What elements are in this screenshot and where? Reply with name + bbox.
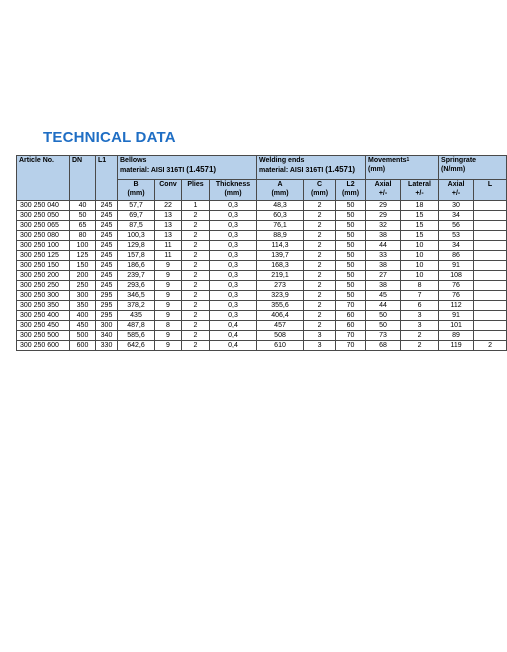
cell-thickness: 0,4 [210, 341, 257, 351]
cell-springrate-lateral [474, 301, 507, 311]
cell-article: 300 250 050 [17, 211, 70, 221]
cell-axial: 32 [366, 221, 401, 231]
cell-thickness: 0,3 [210, 311, 257, 321]
cell-l2: 70 [336, 301, 366, 311]
subheader-a: A (mm) [257, 180, 304, 201]
header-article-no: Article No. [17, 156, 70, 201]
cell-l1: 295 [96, 301, 118, 311]
cell-springrate-axial: 30 [439, 201, 474, 211]
table-row [17, 281, 507, 291]
cell-a: 48,3 [257, 201, 304, 211]
cell-dn: 125 [70, 251, 96, 261]
cell-c: 2 [304, 241, 336, 251]
table-row [17, 251, 507, 261]
cell-plies: 2 [182, 211, 210, 221]
subheader-lateral: Lateral +/- [401, 180, 439, 201]
cell-dn: 80 [70, 231, 96, 241]
cell-dn: 400 [70, 311, 96, 321]
cell-dn: 600 [70, 341, 96, 351]
table-row [17, 201, 507, 211]
cell-article: 300 250 600 [17, 341, 70, 351]
cell-plies: 2 [182, 331, 210, 341]
cell-conv: 13 [155, 221, 182, 231]
cell-article: 300 250 350 [17, 301, 70, 311]
cell-axial: 33 [366, 251, 401, 261]
cell-dn: 450 [70, 321, 96, 331]
cell-a: 88,9 [257, 231, 304, 241]
cell-a: 60,3 [257, 211, 304, 221]
cell-thickness: 0,3 [210, 271, 257, 281]
cell-b: 435 [118, 311, 155, 321]
cell-c: 2 [304, 201, 336, 211]
cell-thickness: 0,3 [210, 231, 257, 241]
cell-conv: 13 [155, 211, 182, 221]
table-row [17, 341, 507, 351]
header-l1: L1 [96, 156, 118, 201]
cell-springrate-lateral [474, 211, 507, 221]
cell-l2: 70 [336, 331, 366, 341]
table-row [17, 211, 507, 221]
subheader-thickness: Thickness (mm) [210, 180, 257, 201]
cell-dn: 350 [70, 301, 96, 311]
cell-c: 2 [304, 281, 336, 291]
cell-article: 300 250 250 [17, 281, 70, 291]
cell-l1: 340 [96, 331, 118, 341]
cell-lateral: 15 [401, 221, 439, 231]
cell-springrate-axial: 91 [439, 311, 474, 321]
movements-unit: (mm) [368, 166, 386, 173]
cell-springrate-lateral [474, 321, 507, 331]
table-body [17, 201, 507, 351]
cell-thickness: 0,3 [210, 241, 257, 251]
cell-springrate-lateral [474, 281, 507, 291]
cell-springrate-axial: 34 [439, 241, 474, 251]
cell-springrate-lateral [474, 241, 507, 251]
cell-l2: 50 [336, 291, 366, 301]
cell-plies: 2 [182, 271, 210, 281]
cell-conv: 11 [155, 241, 182, 251]
cell-springrate-lateral [474, 231, 507, 241]
cell-springrate-axial: 112 [439, 301, 474, 311]
subheader-l2: L2 (mm) [336, 180, 366, 201]
cell-l2: 50 [336, 241, 366, 251]
technical-data-table [16, 155, 507, 351]
cell-plies: 1 [182, 201, 210, 211]
cell-b: 487,8 [118, 321, 155, 331]
cell-c: 2 [304, 221, 336, 231]
cell-conv: 13 [155, 231, 182, 241]
welding-label: Welding ends [259, 157, 305, 164]
cell-c: 2 [304, 261, 336, 271]
cell-dn: 40 [70, 201, 96, 211]
cell-springrate-lateral [474, 311, 507, 321]
cell-dn: 300 [70, 291, 96, 301]
cell-conv: 9 [155, 341, 182, 351]
subheader-plies: Plies [182, 180, 210, 201]
header-dn: DN [70, 156, 96, 201]
cell-axial: 50 [366, 311, 401, 321]
header-springrate [439, 156, 507, 180]
cell-b: 157,8 [118, 251, 155, 261]
cell-c: 2 [304, 291, 336, 301]
cell-plies: 2 [182, 261, 210, 271]
cell-article: 300 250 125 [17, 251, 70, 261]
cell-l1: 330 [96, 341, 118, 351]
table-row [17, 331, 507, 341]
cell-c: 2 [304, 321, 336, 331]
cell-l1: 245 [96, 251, 118, 261]
table-row [17, 301, 507, 311]
movements-footnote: 1 [406, 157, 410, 163]
cell-c: 2 [304, 251, 336, 261]
cell-a: 168,3 [257, 261, 304, 271]
cell-lateral: 8 [401, 281, 439, 291]
cell-thickness: 0,3 [210, 281, 257, 291]
cell-l2: 50 [336, 231, 366, 241]
subheader-springrate-axial: Axial +/- [439, 180, 474, 201]
cell-article: 300 250 450 [17, 321, 70, 331]
cell-plies: 2 [182, 341, 210, 351]
movements-label: Movements [368, 157, 407, 164]
cell-b: 87,5 [118, 221, 155, 231]
cell-axial: 29 [366, 211, 401, 221]
cell-springrate-axial: 76 [439, 291, 474, 301]
cell-b: 239,7 [118, 271, 155, 281]
cell-plies: 2 [182, 301, 210, 311]
cell-article: 300 250 200 [17, 271, 70, 281]
cell-l1: 245 [96, 201, 118, 211]
cell-springrate-lateral [474, 261, 507, 271]
cell-l2: 60 [336, 321, 366, 331]
cell-a: 406,4 [257, 311, 304, 321]
cell-dn: 250 [70, 281, 96, 291]
welding-material-code: (1.4571) [325, 165, 356, 174]
cell-c: 3 [304, 341, 336, 351]
cell-l2: 50 [336, 271, 366, 281]
cell-thickness: 0,3 [210, 221, 257, 231]
cell-a: 114,3 [257, 241, 304, 251]
cell-b: 378,2 [118, 301, 155, 311]
cell-l1: 245 [96, 271, 118, 281]
technical-data-table-container [16, 155, 493, 380]
cell-conv: 9 [155, 261, 182, 271]
cell-conv: 8 [155, 321, 182, 331]
bellows-material-prefix: material: AISI 316TI [120, 167, 185, 174]
cell-l1: 245 [96, 231, 118, 241]
cell-thickness: 0,3 [210, 201, 257, 211]
cell-conv: 22 [155, 201, 182, 211]
subheader-b: B (mm) [118, 180, 155, 201]
cell-springrate-lateral [474, 271, 507, 281]
cell-l1: 300 [96, 321, 118, 331]
cell-b: 346,5 [118, 291, 155, 301]
cell-axial: 44 [366, 301, 401, 311]
cell-a: 355,6 [257, 301, 304, 311]
cell-conv: 9 [155, 291, 182, 301]
cell-l1: 245 [96, 221, 118, 231]
cell-thickness: 0,3 [210, 301, 257, 311]
header-welding-ends [257, 156, 366, 180]
cell-springrate-lateral [474, 221, 507, 231]
cell-springrate-lateral [474, 291, 507, 301]
cell-springrate-axial: 53 [439, 231, 474, 241]
cell-l1: 245 [96, 261, 118, 271]
cell-dn: 200 [70, 271, 96, 281]
cell-conv: 9 [155, 271, 182, 281]
cell-plies: 2 [182, 241, 210, 251]
cell-springrate-lateral [474, 331, 507, 341]
table-row [17, 311, 507, 321]
cell-l2: 50 [336, 281, 366, 291]
cell-dn: 100 [70, 241, 96, 251]
cell-c: 3 [304, 331, 336, 341]
cell-lateral: 7 [401, 291, 439, 301]
cell-l1: 245 [96, 241, 118, 251]
cell-article: 300 250 065 [17, 221, 70, 231]
cell-dn: 50 [70, 211, 96, 221]
cell-thickness: 0,4 [210, 321, 257, 331]
cell-axial: 44 [366, 241, 401, 251]
cell-b: 186,6 [118, 261, 155, 271]
cell-thickness: 0,4 [210, 331, 257, 341]
bellows-material-code: (1.4571) [186, 165, 217, 174]
subheader-c: C (mm) [304, 180, 336, 201]
cell-article: 300 250 150 [17, 261, 70, 271]
cell-lateral: 15 [401, 211, 439, 221]
cell-thickness: 0,3 [210, 251, 257, 261]
cell-c: 2 [304, 271, 336, 281]
table-row [17, 271, 507, 281]
cell-b: 585,6 [118, 331, 155, 341]
cell-lateral: 15 [401, 231, 439, 241]
cell-springrate-axial: 34 [439, 211, 474, 221]
cell-l1: 295 [96, 291, 118, 301]
cell-article: 300 250 300 [17, 291, 70, 301]
cell-thickness: 0,3 [210, 291, 257, 301]
cell-conv: 9 [155, 311, 182, 321]
cell-lateral: 3 [401, 311, 439, 321]
page-title: TECHNICAL DATA [43, 129, 176, 146]
cell-c: 2 [304, 211, 336, 221]
cell-a: 610 [257, 341, 304, 351]
subheader-conv: Conv [155, 180, 182, 201]
cell-dn: 150 [70, 261, 96, 271]
cell-axial: 50 [366, 321, 401, 331]
cell-lateral: 2 [401, 341, 439, 351]
cell-article: 300 250 400 [17, 311, 70, 321]
cell-plies: 2 [182, 311, 210, 321]
cell-b: 100,3 [118, 231, 155, 241]
header-movements [366, 156, 439, 180]
cell-c: 2 [304, 231, 336, 241]
cell-springrate-axial: 108 [439, 271, 474, 281]
welding-material-prefix: material: AISI 316TI [259, 167, 324, 174]
cell-thickness: 0,3 [210, 261, 257, 271]
cell-springrate-lateral [474, 201, 507, 211]
cell-b: 293,6 [118, 281, 155, 291]
cell-plies: 2 [182, 291, 210, 301]
cell-c: 2 [304, 311, 336, 321]
cell-plies: 2 [182, 281, 210, 291]
table-row [17, 291, 507, 301]
header-bellows [118, 156, 257, 180]
cell-conv: 9 [155, 331, 182, 341]
cell-plies: 2 [182, 221, 210, 231]
cell-b: 642,6 [118, 341, 155, 351]
cell-conv: 11 [155, 251, 182, 261]
cell-a: 508 [257, 331, 304, 341]
cell-thickness: 0,3 [210, 211, 257, 221]
table-row [17, 261, 507, 271]
cell-a: 139,7 [257, 251, 304, 261]
cell-lateral: 10 [401, 271, 439, 281]
cell-a: 76,1 [257, 221, 304, 231]
cell-springrate-axial: 89 [439, 331, 474, 341]
cell-l2: 70 [336, 341, 366, 351]
cell-l2: 50 [336, 261, 366, 271]
cell-springrate-axial: 56 [439, 221, 474, 231]
cell-axial: 38 [366, 281, 401, 291]
cell-l1: 245 [96, 211, 118, 221]
cell-axial: 68 [366, 341, 401, 351]
cell-l2: 50 [336, 211, 366, 221]
cell-l1: 245 [96, 281, 118, 291]
cell-b: 69,7 [118, 211, 155, 221]
cell-article: 300 250 040 [17, 201, 70, 211]
table-row [17, 231, 507, 241]
table-row [17, 221, 507, 231]
table-row [17, 241, 507, 251]
cell-l2: 50 [336, 221, 366, 231]
cell-dn: 65 [70, 221, 96, 231]
cell-b: 129,8 [118, 241, 155, 251]
cell-axial: 27 [366, 271, 401, 281]
cell-a: 219,1 [257, 271, 304, 281]
cell-springrate-axial: 101 [439, 321, 474, 331]
cell-springrate-lateral [474, 251, 507, 261]
cell-dn: 500 [70, 331, 96, 341]
cell-a: 273 [257, 281, 304, 291]
cell-l2: 50 [336, 251, 366, 261]
cell-lateral: 3 [401, 321, 439, 331]
cell-article: 300 250 080 [17, 231, 70, 241]
cell-article: 300 250 100 [17, 241, 70, 251]
subheader-springrate-lateral: L [474, 180, 507, 201]
cell-lateral: 10 [401, 241, 439, 251]
cell-conv: 9 [155, 301, 182, 311]
subheader-axial: Axial +/- [366, 180, 401, 201]
cell-c: 2 [304, 301, 336, 311]
cell-a: 323,9 [257, 291, 304, 301]
cell-lateral: 18 [401, 201, 439, 211]
cell-l2: 50 [336, 201, 366, 211]
cell-lateral: 10 [401, 251, 439, 261]
cell-axial: 38 [366, 231, 401, 241]
cell-axial: 29 [366, 201, 401, 211]
cell-axial: 73 [366, 331, 401, 341]
cell-axial: 38 [366, 261, 401, 271]
cell-springrate-axial: 91 [439, 261, 474, 271]
cell-axial: 45 [366, 291, 401, 301]
springrate-unit: (N/mm) [441, 166, 466, 173]
cell-plies: 2 [182, 231, 210, 241]
cell-springrate-lateral: 2 [474, 341, 507, 351]
cell-springrate-axial: 76 [439, 281, 474, 291]
cell-plies: 2 [182, 251, 210, 261]
cell-b: 57,7 [118, 201, 155, 211]
cell-lateral: 10 [401, 261, 439, 271]
cell-article: 300 250 500 [17, 331, 70, 341]
bellows-label: Bellows [120, 157, 147, 164]
cell-springrate-axial: 86 [439, 251, 474, 261]
cell-plies: 2 [182, 321, 210, 331]
table-row [17, 321, 507, 331]
cell-l2: 60 [336, 311, 366, 321]
cell-l1: 295 [96, 311, 118, 321]
springrate-label: Springrate [441, 157, 477, 164]
cell-conv: 9 [155, 281, 182, 291]
cell-lateral: 6 [401, 301, 439, 311]
bellows-material [120, 165, 254, 175]
welding-material [259, 165, 363, 175]
cell-springrate-axial: 119 [439, 341, 474, 351]
cell-a: 457 [257, 321, 304, 331]
cell-lateral: 2 [401, 331, 439, 341]
